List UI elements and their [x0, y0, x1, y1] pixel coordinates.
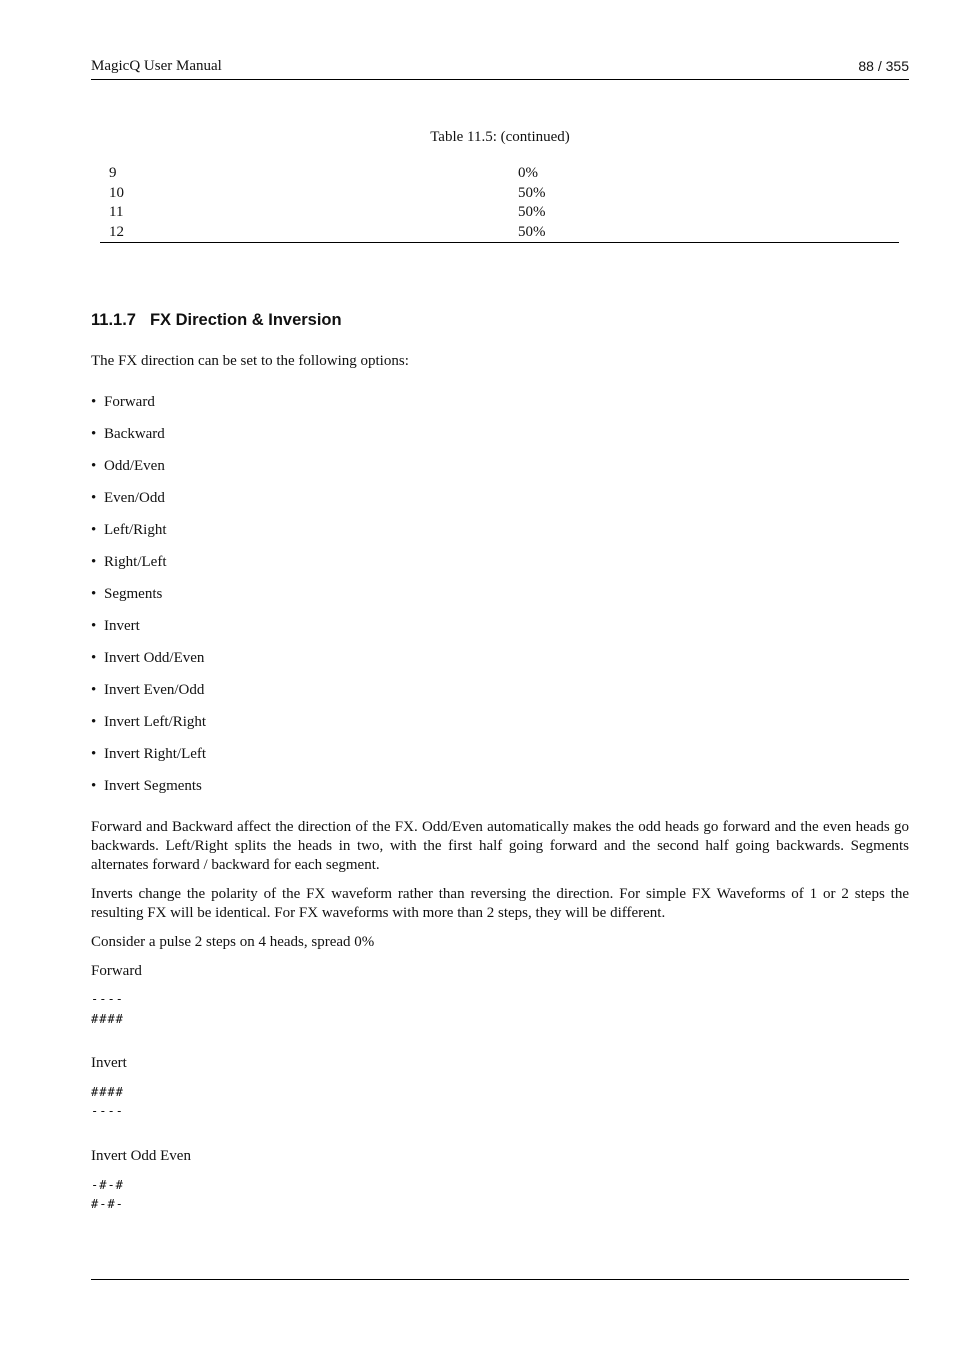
list-item: • Forward	[91, 394, 155, 410]
list-item: • Left/Right	[91, 522, 167, 538]
section-title: FX Direction & Inversion	[149, 311, 342, 329]
list-item: • Backward	[91, 426, 165, 442]
example-label-invert-odd-even: Invert Odd Even	[91, 1148, 191, 1164]
bullet-icon: •	[91, 650, 97, 666]
list-item: • Invert	[91, 618, 140, 634]
bullet-icon: •	[91, 426, 97, 442]
table-row	[100, 184, 899, 204]
direction-paragraph: Forward and Backward affect the direction of the FX. Odd/Even automatically makes the odd heads go forward and the even heads go backwards. Left/Right splits the heads in two, with the first half going forward and the second half going backwards. Segments alternates forward / backward for each segment.	[91, 819, 909, 873]
bullet-icon: •	[91, 746, 97, 762]
bullet-icon: •	[91, 682, 97, 698]
example-code-line: ----	[91, 1104, 124, 1118]
table-row	[100, 203, 899, 223]
bullet-icon: •	[91, 714, 97, 730]
table-cell: 0%	[518, 165, 538, 181]
bullet-icon: •	[91, 554, 97, 570]
continued-table	[100, 164, 899, 243]
table-cell: 12	[109, 223, 124, 240]
table-cell: 50%	[518, 223, 546, 240]
bullet-icon: •	[91, 586, 97, 602]
bullet-icon: •	[91, 618, 97, 634]
table-cell: 11	[109, 204, 124, 220]
section-heading	[91, 311, 342, 330]
example-code-line: ####	[91, 1085, 124, 1099]
bullet-icon: •	[91, 778, 97, 794]
list-item: • Invert Segments	[91, 778, 202, 794]
table-row	[100, 164, 899, 184]
list-item: • Right/Left	[91, 554, 167, 570]
example-code-line: ----	[91, 992, 124, 1006]
page-number: 88 / 355	[858, 58, 909, 74]
list-item: • Invert Right/Left	[91, 746, 207, 762]
list-item: • Invert Even/Odd	[91, 682, 205, 698]
table-cell: 50%	[518, 184, 546, 201]
table-caption: Table 11.5: (continued)	[430, 129, 570, 145]
bullet-icon: •	[91, 458, 97, 474]
list-item: • Odd/Even	[91, 458, 165, 474]
list-item: • Even/Odd	[91, 490, 165, 506]
table-cell: 9	[109, 165, 117, 181]
page-header	[91, 57, 909, 80]
list-item: • Invert Left/Right	[91, 714, 207, 730]
example-label-invert: Invert	[91, 1055, 127, 1071]
direction-options-list	[91, 393, 206, 809]
list-item: • Invert Odd/Even	[91, 650, 205, 666]
section-number: 11.1.7	[91, 311, 136, 329]
example-label-forward: Forward	[91, 963, 142, 979]
bullet-icon: •	[91, 394, 97, 410]
bullet-icon: •	[91, 522, 97, 538]
example-intro-paragraph: Consider a pulse 2 steps on 4 heads, spread 0%	[91, 934, 375, 950]
list-item: • Segments	[91, 586, 163, 602]
bullet-icon: •	[91, 490, 97, 506]
table-cell: 10	[109, 184, 124, 201]
document-title: MagicQ User Manual	[91, 58, 222, 74]
table-row	[100, 223, 899, 243]
invert-paragraph: Inverts change the polarity of the FX waveform rather than reversing the direction. For simple FX Waveforms of 1 or 2 steps the resulting FX will be identical. For FX waveforms with more than 2 steps, they will be different.	[91, 886, 909, 921]
example-code-line: ####	[91, 1012, 124, 1026]
table-cell: 50%	[518, 204, 546, 220]
example-code-line: #-#-	[91, 1197, 124, 1211]
footer-divider	[91, 1279, 909, 1280]
manual-page	[91, 0, 909, 1350]
intro-paragraph: The FX direction can be set to the following options:	[91, 353, 409, 369]
example-code-line: -#-#	[91, 1178, 124, 1192]
